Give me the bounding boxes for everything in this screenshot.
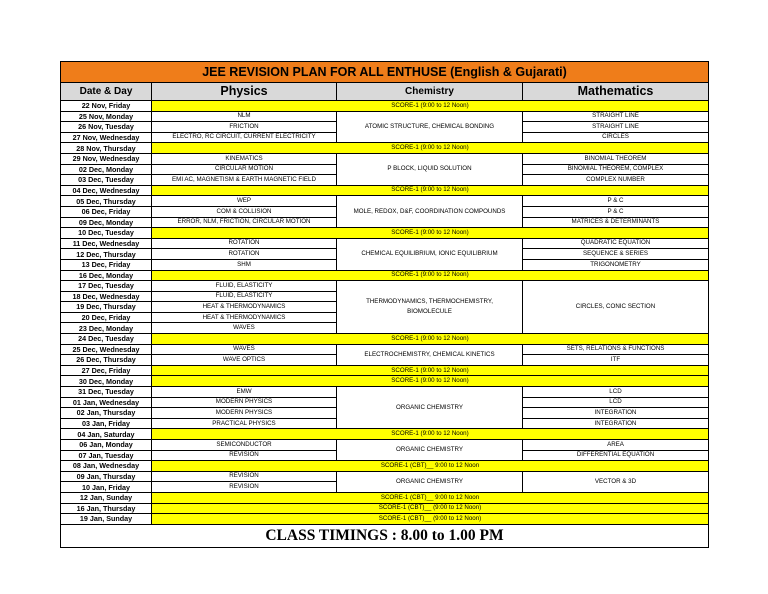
date-cell: 06 Dec, Friday bbox=[61, 206, 152, 217]
test-cell: SCORE-1 (CBT)__ 9:00 to 12 Noon bbox=[152, 492, 709, 503]
date-cell: 20 Dec, Friday bbox=[61, 312, 152, 323]
maths-cell: BINOMIAL THEOREM, COMPLEX bbox=[523, 164, 709, 175]
date-cell: 08 Jan, Wednesday bbox=[61, 461, 152, 472]
date-cell: 18 Dec, Wednesday bbox=[61, 291, 152, 302]
maths-cell: INTEGRATION bbox=[523, 418, 709, 429]
date-cell: 30 Dec, Monday bbox=[61, 376, 152, 387]
date-cell: 16 Dec, Monday bbox=[61, 270, 152, 281]
date-cell: 12 Dec, Thursday bbox=[61, 249, 152, 260]
physics-cell: HEAT & THERMODYNAMICS bbox=[152, 302, 337, 313]
physics-cell: MODERN PHYSICS bbox=[152, 397, 337, 408]
date-cell: 10 Jan, Friday bbox=[61, 482, 152, 493]
header-chemistry: Chemistry bbox=[337, 83, 523, 101]
test-cell: SCORE-1 (9:00 to 12 Noon) bbox=[152, 365, 709, 376]
date-cell: 02 Dec, Monday bbox=[61, 164, 152, 175]
chemistry-cell: MOLE, REDOX, D&F, COORDINATION COMPOUNDS bbox=[337, 196, 523, 228]
date-cell: 17 Dec, Tuesday bbox=[61, 281, 152, 292]
date-cell: 25 Nov, Monday bbox=[61, 111, 152, 122]
date-cell: 05 Dec, Thursday bbox=[61, 196, 152, 207]
date-cell: 25 Dec, Wednesday bbox=[61, 344, 152, 355]
physics-cell: FRICTION bbox=[152, 122, 337, 133]
maths-cell: ITF bbox=[523, 355, 709, 366]
date-cell: 06 Jan, Monday bbox=[61, 440, 152, 451]
maths-cell: P & C bbox=[523, 206, 709, 217]
maths-cell: TRIGONOMETRY bbox=[523, 259, 709, 270]
chemistry-cell: ELECTROCHEMISTRY, CHEMICAL KINETICS bbox=[337, 344, 523, 365]
physics-cell: SHM bbox=[152, 259, 337, 270]
date-cell: 07 Jan, Tuesday bbox=[61, 450, 152, 461]
date-cell: 27 Nov, Wednesday bbox=[61, 132, 152, 143]
date-cell: 27 Dec, Friday bbox=[61, 365, 152, 376]
date-cell: 19 Dec, Thursday bbox=[61, 302, 152, 313]
chemistry-cell: P BLOCK, LIQUID SOLUTION bbox=[337, 153, 523, 185]
physics-cell: PRACTICAL PHYSICS bbox=[152, 418, 337, 429]
date-cell: 28 Nov, Thursday bbox=[61, 143, 152, 154]
date-cell: 11 Dec, Wednesday bbox=[61, 238, 152, 249]
physics-cell: NLM bbox=[152, 111, 337, 122]
physics-cell: HEAT & THERMODYNAMICS bbox=[152, 312, 337, 323]
test-cell: SCORE-1 (9:00 to 12 Noon) bbox=[152, 143, 709, 154]
test-cell: SCORE-1 (9:00 to 12 Noon) bbox=[152, 185, 709, 196]
physics-cell: ROTATION bbox=[152, 249, 337, 260]
physics-cell: ELECTRO, RC CIRCUIT, CURRENT ELECTRICITY bbox=[152, 132, 337, 143]
test-cell: SCORE-1 (9:00 to 12 Noon) bbox=[152, 334, 709, 345]
header-date-day: Date & Day bbox=[61, 83, 152, 101]
maths-cell: DIFFERENTIAL EQUATION bbox=[523, 450, 709, 461]
physics-cell: ERROR, NLM, FRICTION, CIRCULAR MOTION bbox=[152, 217, 337, 228]
date-cell: 03 Dec, Tuesday bbox=[61, 175, 152, 186]
test-cell: SCORE-1 (9:00 to 12 Noon) bbox=[152, 101, 709, 112]
physics-cell: REVISION bbox=[152, 471, 337, 482]
physics-cell: CIRCULAR MOTION bbox=[152, 164, 337, 175]
maths-cell: STRAIGHT LINE bbox=[523, 122, 709, 133]
physics-cell: KINEMATICS bbox=[152, 153, 337, 164]
maths-cell: LCD bbox=[523, 397, 709, 408]
physics-cell: WAVES bbox=[152, 323, 337, 334]
date-cell: 09 Dec, Monday bbox=[61, 217, 152, 228]
test-cell: SCORE-1 (9:00 to 12 Noon) bbox=[152, 228, 709, 239]
date-cell: 23 Dec, Monday bbox=[61, 323, 152, 334]
header-physics: Physics bbox=[152, 83, 337, 101]
date-cell: 16 Jan, Thursday bbox=[61, 503, 152, 514]
date-cell: 26 Nov, Tuesday bbox=[61, 122, 152, 133]
physics-cell: FLUID, ELASTICITY bbox=[152, 281, 337, 292]
chemistry-cell: CHEMICAL EQUILIBRIUM, IONIC EQUILIBRIUM bbox=[337, 238, 523, 270]
maths-cell: CIRCLES bbox=[523, 132, 709, 143]
maths-cell: LCD bbox=[523, 387, 709, 398]
date-cell: 03 Jan, Friday bbox=[61, 418, 152, 429]
physics-cell: WAVES bbox=[152, 344, 337, 355]
header-mathematics: Mathematics bbox=[523, 83, 709, 101]
sheet-title: JEE REVISION PLAN FOR ALL ENTHUSE (English & Gujarati) bbox=[61, 62, 709, 83]
test-cell: SCORE-1 (CBT)__ (9:00 to 12 Noon) bbox=[152, 514, 709, 525]
date-cell: 19 Jan, Sunday bbox=[61, 514, 152, 525]
maths-cell: CIRCLES, CONIC SECTION bbox=[523, 281, 709, 334]
date-cell: 31 Dec, Tuesday bbox=[61, 387, 152, 398]
physics-cell: EMI AC, MAGNETISM & EARTH MAGNETIC FIELD bbox=[152, 175, 337, 186]
physics-cell: ROTATION bbox=[152, 238, 337, 249]
maths-cell: INTEGRATION bbox=[523, 408, 709, 419]
physics-cell: MODERN PHYSICS bbox=[152, 408, 337, 419]
test-cell: SCORE-1 (CBT)__ 9:00 to 12 Noon bbox=[152, 461, 709, 472]
maths-cell: AREA bbox=[523, 440, 709, 451]
chemistry-cell: ORGANIC CHEMISTRY bbox=[337, 471, 523, 492]
test-cell: SCORE-1 (9:00 to 12 Noon) bbox=[152, 376, 709, 387]
date-cell: 24 Dec, Tuesday bbox=[61, 334, 152, 345]
revision-plan-table bbox=[60, 61, 709, 548]
maths-cell: BINOMIAL THEOREM bbox=[523, 153, 709, 164]
maths-cell: MATRICES & DETERMINANTS bbox=[523, 217, 709, 228]
test-cell: SCORE-1 (CBT)__ (9:00 to 12 Noon) bbox=[152, 503, 709, 514]
test-cell: SCORE-1 (9:00 to 12 Noon) bbox=[152, 270, 709, 281]
maths-cell: COMPLEX NUMBER bbox=[523, 175, 709, 186]
physics-cell: WAVE OPTICS bbox=[152, 355, 337, 366]
revision-plan-sheet bbox=[60, 61, 708, 548]
chemistry-line: BIOMOLECULE bbox=[407, 307, 452, 315]
test-cell: SCORE-1 (9:00 to 12 Noon) bbox=[152, 429, 709, 440]
physics-cell: WEP bbox=[152, 196, 337, 207]
date-cell: 26 Dec, Thursday bbox=[61, 355, 152, 366]
date-cell: 04 Dec, Wednesday bbox=[61, 185, 152, 196]
physics-cell: EMW bbox=[152, 387, 337, 398]
physics-cell: COM & COLLISION bbox=[152, 206, 337, 217]
date-cell: 04 Jan, Saturday bbox=[61, 429, 152, 440]
chemistry-line: THERMODYNAMICS, THERMOCHEMISTRY, bbox=[366, 298, 493, 306]
maths-cell: P & C bbox=[523, 196, 709, 207]
chemistry-cell: ATOMIC STRUCTURE, CHEMICAL BONDING bbox=[337, 111, 523, 143]
maths-cell: SETS, RELATIONS & FUNCTIONS bbox=[523, 344, 709, 355]
date-cell: 22 Nov, Friday bbox=[61, 101, 152, 112]
maths-cell: VECTOR & 3D bbox=[523, 471, 709, 492]
date-cell: 09 Jan, Thursday bbox=[61, 471, 152, 482]
maths-cell: STRAIGHT LINE bbox=[523, 111, 709, 122]
physics-cell: REVISION bbox=[152, 482, 337, 493]
maths-cell: QUADRATIC EQUATION bbox=[523, 238, 709, 249]
maths-cell: SEQUENCE & SERIES bbox=[523, 249, 709, 260]
class-timings: CLASS TIMINGS : 8.00 to 1.00 PM bbox=[61, 524, 709, 547]
date-cell: 29 Nov, Wednesday bbox=[61, 153, 152, 164]
chemistry-cell bbox=[337, 281, 523, 334]
date-cell: 10 Dec, Tuesday bbox=[61, 228, 152, 239]
date-cell: 01 Jan, Wednesday bbox=[61, 397, 152, 408]
date-cell: 13 Dec, Friday bbox=[61, 259, 152, 270]
physics-cell: SEMICONDUCTOR bbox=[152, 440, 337, 451]
chemistry-cell: ORGANIC CHEMISTRY bbox=[337, 387, 523, 429]
physics-cell: FLUID, ELASTICITY bbox=[152, 291, 337, 302]
date-cell: 12 Jan, Sunday bbox=[61, 492, 152, 503]
physics-cell: REVISION bbox=[152, 450, 337, 461]
date-cell: 02 Jan, Thursday bbox=[61, 408, 152, 419]
chemistry-cell: ORGANIC CHEMISTRY bbox=[337, 440, 523, 461]
